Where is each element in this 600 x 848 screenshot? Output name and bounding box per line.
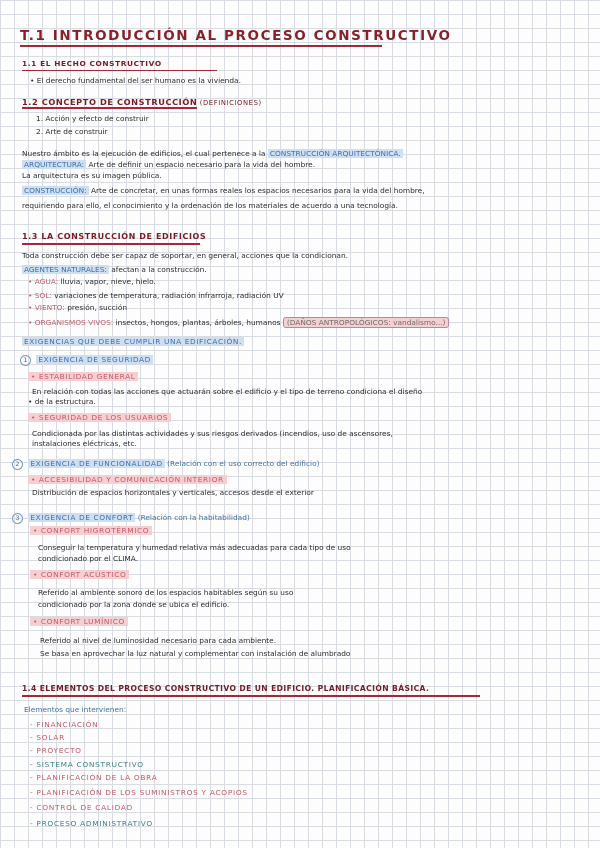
agent-sol: • SOL: variaciones de temperatura, radiación infrarroja, radiación UV (28, 291, 284, 300)
arquitectura-text: Arte de definir un espacio necesario para la vida del hombre. (88, 160, 316, 169)
requirement-2 (12, 458, 319, 470)
agent-sol-text: variaciones de temperatura, radiación infrarroja, radiación UV (54, 291, 284, 300)
element-item: - PROYECTO (30, 746, 82, 755)
element-item: - SISTEMA CONSTRUCTIVO (30, 760, 144, 769)
req1-sub1-heading (28, 372, 138, 382)
req3-sub3-text-1: Referido al nivel de luminosidad necesario para cada ambiente. (40, 636, 277, 645)
section-1-3-heading: 1.3 LA CONSTRUCCIÓN DE EDIFICIOS (22, 232, 207, 241)
req3-sub1-heading (30, 526, 152, 536)
req3-sub3-title: • CONFORT LUMÍNICO (30, 617, 128, 626)
req1-sub2-heading (28, 413, 171, 423)
req1-sub2-title: • SEGURIDAD DE LOS USUARIOS (28, 413, 171, 422)
agent-agua-text: lluvia, vapor, nieve, hielo. (60, 277, 156, 286)
agents-text: afectan a la construcción. (111, 265, 207, 274)
req3-sub2-text-1: Referido al ambiente sonoro de los espacios habitables según su uso (38, 588, 294, 597)
definition-item-2: 2. Arte de construir (36, 127, 108, 136)
req1-sub2-text-2: instalaciones eléctricas, etc. (32, 439, 137, 448)
agent-organismos-text: insectos, hongos, plantas, árboles, humanos (115, 318, 281, 327)
agent-agua: • AGUA: lluvia, vapor, nieve, hielo. (28, 277, 156, 286)
element-item: - CONTROL DE CALIDAD (30, 803, 133, 812)
req1-sub1-text-2: • de la estructura. (28, 397, 96, 406)
element-item: - PROCESO ADMINISTRATIVO (30, 819, 153, 828)
req1-sub1-text-1: En relación con todas las acciones que actuarán sobre el edificio y el tipo de terreno condiciona el diseño (32, 387, 423, 396)
section-1-2-heading-note: (DEFINICIONES) (199, 99, 262, 107)
agent-sol-label: SOL: (34, 291, 52, 300)
page-title: T.1 INTRODUCCIÓN AL PROCESO CONSTRUCTIVO (20, 28, 452, 44)
req3-sub3-heading (30, 617, 128, 627)
req1-sub2-text-1: Condicionada por las distintas actividades y sus riesgos derivados (incendios, uso de ascensores, (32, 429, 393, 438)
requirement-2-title: EXIGENCIA DE FUNCIONALIDAD (30, 459, 163, 468)
arquitectura-definition (22, 160, 315, 170)
agent-viento-text: presión, succión (67, 303, 128, 312)
section-1-4-underline (22, 695, 480, 697)
requirements-label-text: EXIGENCIAS QUE DEBE CUMPLIR UNA EDIFICACIÓN. (24, 337, 242, 346)
arquitectura-image-line: La arquitectura es su imagen pública. (22, 171, 162, 180)
agent-viento: • VIENTO: presión, succión (28, 303, 128, 312)
req3-sub2-title: • CONFORT ACÚSTICO (30, 570, 129, 579)
req1-sub1-title: • ESTABILIDAD GENERAL (28, 372, 138, 381)
requirement-3 (12, 512, 250, 524)
req3-sub1-text-1: Conseguir la temperatura y humedad relativa más adecuadas para cada tipo de uso (38, 543, 351, 552)
section-1-3-underline (22, 243, 200, 245)
scope-text: Nuestro ámbito es la ejecución de edificios, el cual pertenece a la (22, 149, 266, 158)
agent-viento-label: VIENTO: (34, 303, 65, 312)
req3-sub1-text-2: condicionado por el CLIMA. (38, 554, 139, 563)
agent-agua-label: AGUA: (34, 277, 59, 286)
element-item: - FINANCIACIÓN (30, 720, 99, 729)
construccion-definition (22, 186, 425, 196)
requirement-3-number: 3 (12, 513, 23, 524)
agents-line (22, 265, 207, 275)
section-1-1-heading: 1.1 EL HECHO CONSTRUCTIVO (22, 59, 162, 68)
requirements-label (22, 337, 244, 347)
element-item: - PLANIFICACIÓN DE LA OBRA (30, 773, 158, 782)
section-1-2-heading-row (22, 97, 262, 108)
section-1-1-text: • El derecho fundamental del ser humano es la vivienda. (30, 76, 241, 85)
requirement-2-number: 2 (12, 459, 23, 470)
section-1-4-intro: Elementos que intervienen: (24, 705, 127, 714)
requirement-1-title: EXIGENCIA DE SEGURIDAD (38, 355, 151, 364)
section-1-4-heading: 1.4 ELEMENTOS DEL PROCESO CONSTRUCTIVO DE UN EDIFICIO. PLANIFICACIÓN BÁSICA. (22, 684, 430, 693)
construccion-label: CONSTRUCCIÓN: (24, 186, 87, 195)
agent-organismos-label: ORGANISMOS VIVOS: (34, 318, 114, 327)
agent-organismos: • ORGANISMOS VIVOS: insectos, hongos, plantas, árboles, humanos (DAÑOS ANTROPOLÓGICOS: vandalismo...) (28, 318, 449, 328)
req3-sub1-title: • CONFORT HIGROTÉRMICO (30, 526, 152, 535)
agents-label: AGENTES NATURALES: (24, 265, 107, 274)
construccion-text: Arte de concretar, en unas formas reales los espacios necesarios para la vida del hombre, (90, 186, 425, 195)
requirement-1 (20, 354, 153, 366)
req3-sub3-text-2: Se basa en aprovechar la luz natural y complementar con instalación de alumbrado (40, 649, 351, 658)
section-1-3-intro: Toda construcción debe ser capaz de soportar, en general, acciones que la condicionan. (22, 251, 348, 260)
req3-sub2-text-2: condicionado por la zona donde se ubica el edificio. (38, 600, 230, 609)
section-1-2-heading: 1.2 CONCEPTO DE CONSTRUCCIÓN (22, 97, 198, 107)
element-item: - SOLAR (30, 733, 65, 742)
section-1-1-underline (22, 70, 217, 71)
arquitectura-label: ARQUITECTURA: (24, 160, 85, 169)
requirement-3-title: EXIGENCIA DE CONFORT (30, 513, 134, 522)
req3-sub2-heading (30, 570, 129, 580)
req2-sub1-text: Distribución de espacios horizontales y verticales, accesos desde el exterior (32, 488, 314, 497)
construccion-definition-cont: requiriendo para ello, el conocimiento y la ordenación de los materiales de acuerdo a una tecnología. (22, 201, 398, 210)
anthropic-damage-note: (DAÑOS ANTROPOLÓGICOS: vandalismo...) (283, 317, 450, 328)
req2-sub1-title: • ACCESIBILIDAD Y COMUNICACIÓN INTERIOR (28, 475, 227, 484)
requirement-3-note: (Relación con la habitabilidad) (137, 513, 250, 522)
requirement-1-number: 1 (20, 355, 31, 366)
scope-paragraph (22, 149, 403, 159)
element-item: - PLANIFICACIÓN DE LOS SUMINISTROS Y ACOPIOS (30, 788, 248, 797)
title-underline (20, 45, 382, 47)
construccion-arquitectonica-highlight: CONSTRUCCIÓN ARQUITECTÓNICA. (269, 149, 401, 158)
requirement-2-note: (Relación con el uso correcto del edificio) (167, 459, 320, 468)
definition-item-1: 1. Acción y efecto de construir (36, 114, 149, 123)
req2-sub1-heading (28, 475, 227, 485)
